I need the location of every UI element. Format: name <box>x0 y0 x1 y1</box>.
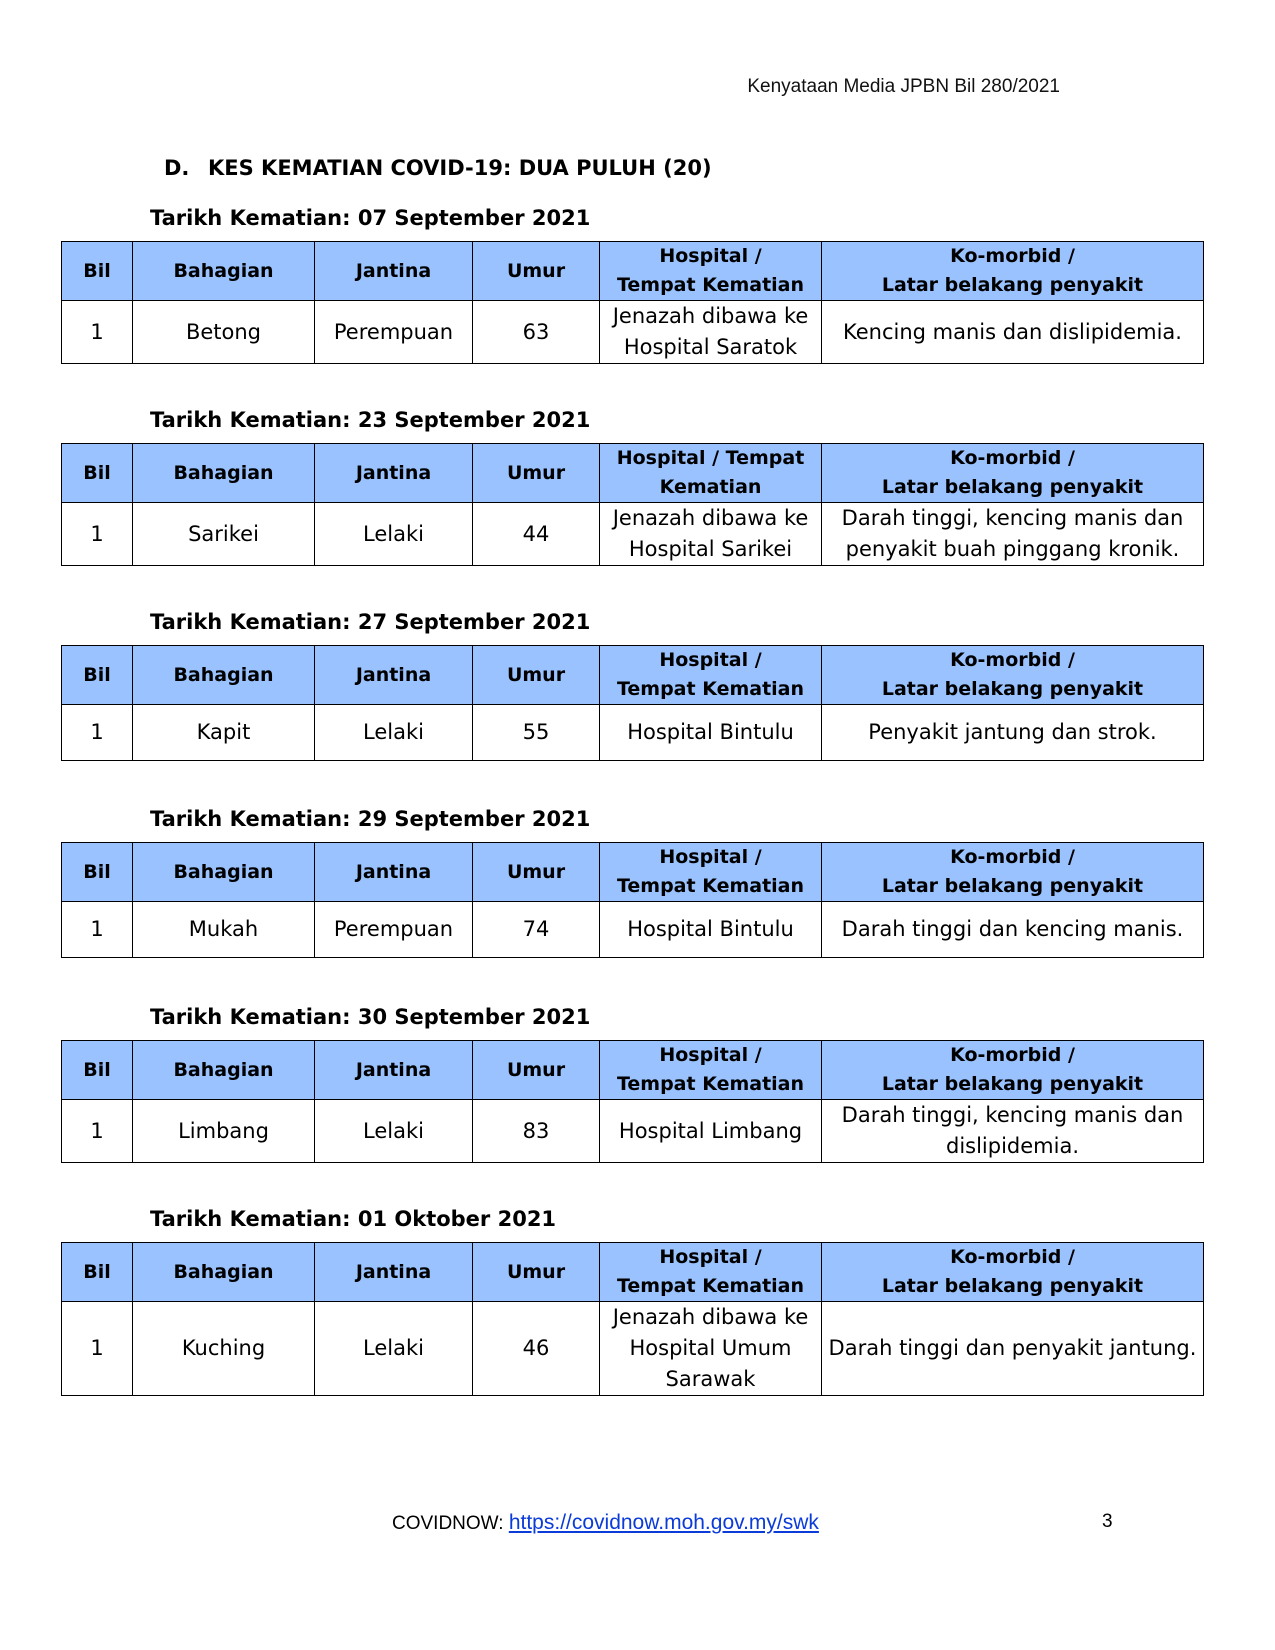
death-case-table <box>61 443 1204 566</box>
header-jantina: Jantina <box>315 242 473 301</box>
header-umur: Umur <box>473 444 600 503</box>
cell-komorbid: Kencing manis dan dislipidemia. <box>822 301 1204 364</box>
cell-jantina: Perempuan <box>315 301 473 364</box>
cell-umur: 83 <box>473 1100 600 1163</box>
section-title: KES KEMATIAN COVID-19: DUA PULUH (20) <box>208 156 712 180</box>
cell-umur: 74 <box>473 902 600 958</box>
death-case-table <box>61 1040 1204 1163</box>
header-hospital: Hospital / Tempat Kematian <box>600 843 822 902</box>
header-jantina: Jantina <box>315 1243 473 1302</box>
cell-bil: 1 <box>62 1302 133 1396</box>
death-date-heading: Tarikh Kematian: 27 September 2021 <box>150 610 591 634</box>
cell-bahagian: Limbang <box>133 1100 315 1163</box>
header-komorbid: Ko-morbid / Latar belakang penyakit <box>822 646 1204 705</box>
header-komorbid: Ko-morbid / Latar belakang penyakit <box>822 843 1204 902</box>
cell-komorbid: Darah tinggi dan penyakit jantung. <box>822 1302 1204 1396</box>
cell-umur: 63 <box>473 301 600 364</box>
header-komorbid: Ko-morbid / Latar belakang penyakit <box>822 1041 1204 1100</box>
header-bil: Bil <box>62 1041 133 1100</box>
table-header-row <box>62 242 1204 301</box>
header-umur: Umur <box>473 242 600 301</box>
death-date-block <box>61 405 1203 566</box>
cell-umur: 46 <box>473 1302 600 1396</box>
cell-bahagian: Betong <box>133 301 315 364</box>
header-bil: Bil <box>62 843 133 902</box>
header-bahagian: Bahagian <box>133 843 315 902</box>
header-jantina: Jantina <box>315 444 473 503</box>
header-komorbid: Ko-morbid / Latar belakang penyakit <box>822 1243 1204 1302</box>
cell-hospital: Hospital Limbang <box>600 1100 822 1163</box>
table-row <box>62 705 1204 761</box>
header-bil: Bil <box>62 1243 133 1302</box>
cell-bil: 1 <box>62 902 133 958</box>
header-hospital: Hospital / Tempat Kematian <box>600 242 822 301</box>
cell-jantina: Lelaki <box>315 1302 473 1396</box>
section-heading <box>164 156 712 180</box>
header-bil: Bil <box>62 444 133 503</box>
death-date-heading: Tarikh Kematian: 07 September 2021 <box>150 206 591 230</box>
footer <box>392 1511 819 1535</box>
death-case-table <box>61 645 1204 761</box>
table-header-row <box>62 1243 1204 1302</box>
cell-jantina: Perempuan <box>315 902 473 958</box>
cell-jantina: Lelaki <box>315 503 473 566</box>
cell-komorbid: Darah tinggi, kencing manis dan dislipidemia. <box>822 1100 1204 1163</box>
cell-hospital: Hospital Bintulu <box>600 705 822 761</box>
page-number: 3 <box>1102 1511 1113 1532</box>
table-header-row <box>62 1041 1204 1100</box>
header-hospital: Hospital / Tempat Kematian <box>600 1243 822 1302</box>
header-bil: Bil <box>62 646 133 705</box>
cell-bahagian: Kapit <box>133 705 315 761</box>
death-case-table <box>61 1242 1204 1396</box>
death-date-block <box>61 1204 1203 1396</box>
death-date-heading: Tarikh Kematian: 01 Oktober 2021 <box>150 1207 557 1231</box>
footer-label: COVIDNOW: <box>392 1513 509 1534</box>
table-header-row <box>62 646 1204 705</box>
cell-bil: 1 <box>62 301 133 364</box>
header-umur: Umur <box>473 646 600 705</box>
death-case-table <box>61 241 1204 364</box>
death-date-block <box>61 1002 1203 1163</box>
section-letter: D. <box>164 156 190 180</box>
header-hospital: Hospital / Tempat Kematian <box>600 1041 822 1100</box>
table-header-row <box>62 444 1204 503</box>
cell-hospital: Jenazah dibawa ke Hospital Sarikei <box>600 503 822 566</box>
death-date-block <box>61 203 1203 364</box>
death-date-block <box>61 607 1203 761</box>
cell-bahagian: Mukah <box>133 902 315 958</box>
cell-jantina: Lelaki <box>315 705 473 761</box>
cell-umur: 55 <box>473 705 600 761</box>
header-komorbid: Ko-morbid / Latar belakang penyakit <box>822 444 1204 503</box>
cell-komorbid: Darah tinggi dan kencing manis. <box>822 902 1204 958</box>
death-date-block <box>61 804 1203 958</box>
cell-jantina: Lelaki <box>315 1100 473 1163</box>
header-komorbid: Ko-morbid / Latar belakang penyakit <box>822 242 1204 301</box>
covidnow-link[interactable]: https://covidnow.moh.gov.my/swk <box>508 1511 819 1534</box>
header-bahagian: Bahagian <box>133 444 315 503</box>
cell-komorbid: Darah tinggi, kencing manis dan penyakit buah pinggang kronik. <box>822 503 1204 566</box>
cell-bil: 1 <box>62 503 133 566</box>
death-date-heading: Tarikh Kematian: 29 September 2021 <box>150 807 591 831</box>
death-date-heading: Tarikh Kematian: 30 September 2021 <box>150 1005 591 1029</box>
cell-bahagian: Kuching <box>133 1302 315 1396</box>
table-row <box>62 902 1204 958</box>
media-statement-reference: Kenyataan Media JPBN Bil 280/2021 <box>747 76 1060 97</box>
header-umur: Umur <box>473 1041 600 1100</box>
cell-hospital: Hospital Bintulu <box>600 902 822 958</box>
header-hospital: Hospital / Tempat Kematian <box>600 646 822 705</box>
header-bil: Bil <box>62 242 133 301</box>
cell-bil: 1 <box>62 1100 133 1163</box>
header-jantina: Jantina <box>315 1041 473 1100</box>
header-umur: Umur <box>473 843 600 902</box>
cell-komorbid: Penyakit jantung dan strok. <box>822 705 1204 761</box>
header-jantina: Jantina <box>315 843 473 902</box>
cell-hospital: Jenazah dibawa ke Hospital Saratok <box>600 301 822 364</box>
header-bahagian: Bahagian <box>133 1243 315 1302</box>
table-row <box>62 503 1204 566</box>
header-jantina: Jantina <box>315 646 473 705</box>
death-case-table <box>61 842 1204 958</box>
table-row <box>62 301 1204 364</box>
header-umur: Umur <box>473 1243 600 1302</box>
header-bahagian: Bahagian <box>133 242 315 301</box>
cell-bahagian: Sarikei <box>133 503 315 566</box>
table-header-row <box>62 843 1204 902</box>
table-row <box>62 1100 1204 1163</box>
cell-bil: 1 <box>62 705 133 761</box>
header-hospital: Hospital / Tempat Kematian <box>600 444 822 503</box>
cell-hospital: Jenazah dibawa ke Hospital Umum Sarawak <box>600 1302 822 1396</box>
header-bahagian: Bahagian <box>133 1041 315 1100</box>
table-row <box>62 1302 1204 1396</box>
death-date-heading: Tarikh Kematian: 23 September 2021 <box>150 408 591 432</box>
cell-umur: 44 <box>473 503 600 566</box>
header-bahagian: Bahagian <box>133 646 315 705</box>
